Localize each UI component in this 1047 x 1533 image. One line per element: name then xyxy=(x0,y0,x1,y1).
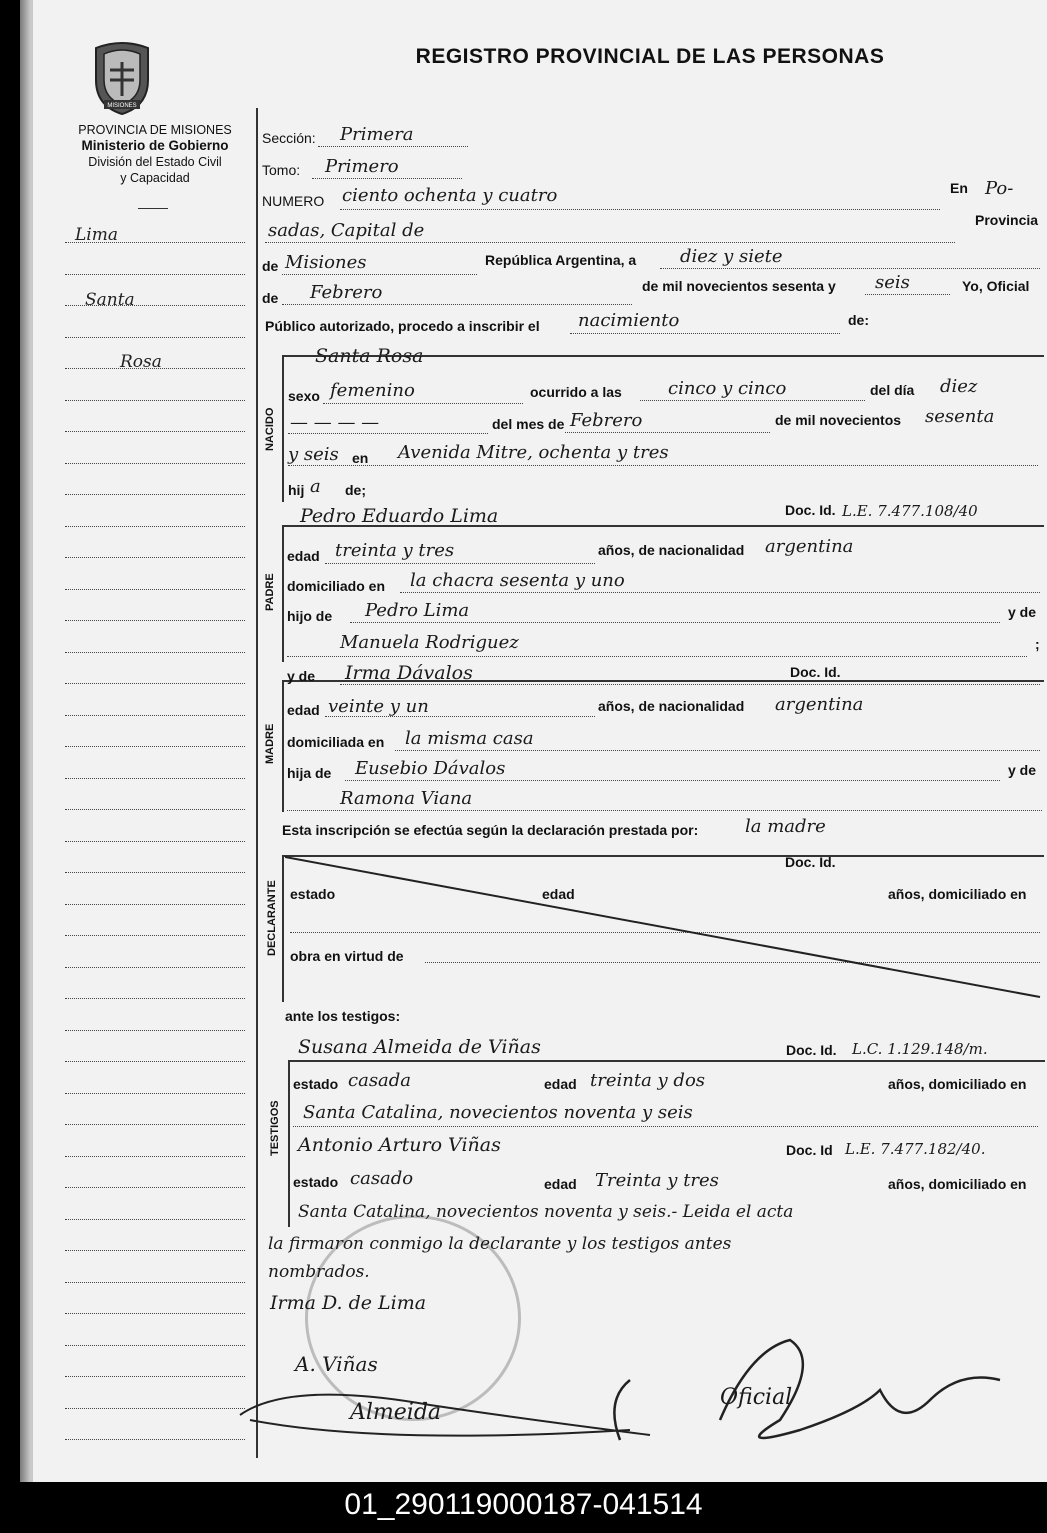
signature-official-text: Oficial xyxy=(720,1385,793,1410)
witness1-doc-label: Doc. Id. xyxy=(786,1042,837,1058)
sidebar-rule-line xyxy=(65,494,245,495)
mother-yde-label: y de xyxy=(1008,762,1037,778)
act-value: nacimiento xyxy=(578,310,680,331)
lugar-line xyxy=(288,465,1038,466)
hij-label: hij xyxy=(288,482,305,498)
coat-of-arms-emblem xyxy=(86,40,158,116)
declarante-strikethrough xyxy=(285,855,1045,1000)
witness2-edad-value: Treinta y tres xyxy=(595,1170,719,1191)
tomo-value: Primero xyxy=(325,156,399,177)
father-hijo-label: hijo de xyxy=(287,608,333,624)
witness1-edad-value: treinta y dos xyxy=(590,1070,706,1091)
place-line xyxy=(265,242,955,243)
mother-name: Irma Dávalos xyxy=(345,662,473,684)
provincia-label: Provincia xyxy=(975,212,1039,228)
lugar-value: Avenida Mitre, ochenta y tres xyxy=(398,442,669,463)
act-line xyxy=(570,333,840,334)
mother-edad-label: edad xyxy=(287,702,320,718)
year-value: seis xyxy=(875,272,910,293)
mother-dom-label: domiciliada en xyxy=(287,734,385,750)
ministry-heading xyxy=(55,122,255,186)
sidebar-rule-line xyxy=(65,1061,245,1062)
padre-section-label: PADRE xyxy=(264,573,276,611)
sidebar-rule-line xyxy=(65,1250,245,1251)
witness1-estado-value: casada xyxy=(348,1070,412,1091)
division-label: División del Estado Civil xyxy=(88,155,222,169)
testigos-section-label: TESTIGOS xyxy=(269,1100,281,1156)
seccion-label: Sección: xyxy=(262,130,316,146)
sidebar-rule-line xyxy=(65,589,245,590)
del-dia-label: del día xyxy=(870,382,915,398)
province-line xyxy=(282,274,477,275)
mother-father-value: Eusebio Dávalos xyxy=(355,758,506,779)
mother-dom-value: la misma casa xyxy=(405,728,534,749)
witness1-estado-label: estado xyxy=(293,1076,339,1092)
witness2-dom-value: Santa Catalina, novecientos noventa y seis.- Leida el acta xyxy=(298,1202,794,1222)
sidebar-rule-line xyxy=(65,872,245,873)
sidebar-rule-line xyxy=(65,715,245,716)
mes-value: Febrero xyxy=(570,410,643,431)
declarante-section-label: DECLARANTE xyxy=(266,880,278,956)
witness2-name: Antonio Arturo Viñas xyxy=(298,1134,501,1156)
sidebar-rule-line xyxy=(65,809,245,810)
signature-declarante: Irma D. de Lima xyxy=(270,1292,427,1314)
witness1-name: Susana Almeida de Viñas xyxy=(298,1036,541,1058)
sidebar-rule-line xyxy=(65,1439,245,1440)
blank-dashes: — — — — xyxy=(290,412,380,433)
witness1-doc-value: L.C. 1.129.148/m. xyxy=(852,1040,988,1058)
father-yde-label: y de xyxy=(1008,604,1037,620)
hij-value: a xyxy=(310,476,321,497)
blank-line xyxy=(288,433,488,434)
image-code: 01_290119000187-041514 xyxy=(344,1488,703,1521)
mother-doc-label: Doc. Id. xyxy=(790,664,841,680)
father-nacionalidad-value: argentina xyxy=(765,536,854,557)
mother-father-line xyxy=(345,780,1000,781)
numero-value: ciento ochenta y cuatro xyxy=(342,185,558,206)
ante-testigos-label: ante los testigos: xyxy=(285,1008,401,1024)
oficial-label: Yo, Oficial xyxy=(962,278,1030,294)
sidebar-rule-line xyxy=(65,904,245,905)
de-semicolon: de; xyxy=(345,482,366,498)
father-anios-label: años, de nacionalidad xyxy=(598,542,745,558)
mother-edad-line xyxy=(325,716,595,717)
signature-official xyxy=(600,1310,1020,1460)
sidebar-rule-line xyxy=(65,746,245,747)
mother-hija-label: hija de xyxy=(287,765,332,781)
father-doc-label: Doc. Id. xyxy=(785,502,836,518)
sidebar-surname: Lima xyxy=(75,225,118,245)
sidebar-rule-line xyxy=(65,557,245,558)
sidebar-rule-line xyxy=(65,1156,245,1157)
document-title: REGISTRO PROVINCIAL DE LAS PERSONAS xyxy=(415,45,885,68)
en-label-2: en xyxy=(352,450,369,466)
sexo-line xyxy=(323,403,523,404)
nacido-section-label: NACIDO xyxy=(264,407,276,451)
mil-label: de mil novecientos xyxy=(775,412,902,428)
nacido-top xyxy=(282,355,1042,356)
seccion-line xyxy=(318,146,468,147)
sidebar-rule-line xyxy=(65,463,245,464)
sexo-label: sexo xyxy=(288,388,320,404)
de-label: de xyxy=(262,258,279,274)
year-line xyxy=(865,294,950,295)
anio-value-2: y seis xyxy=(288,444,339,465)
declaracion-label: Esta inscripción se efectúa según la declaración prestada por: xyxy=(282,822,699,838)
mother-name-line xyxy=(340,684,1040,685)
sidebar-rule-line xyxy=(65,337,245,338)
seccion-value: Primera xyxy=(340,124,414,145)
father-doc-value: L.E. 7.477.108/40 xyxy=(842,502,978,520)
sidebar-rule-line xyxy=(65,935,245,936)
witness2-doc-value: L.E. 7.477.182/40. xyxy=(845,1140,986,1158)
sidebar-rule-line xyxy=(65,967,245,968)
sexo-value: femenino xyxy=(330,380,415,401)
mother-dom-line xyxy=(395,750,1040,751)
declarante-edad-label: edad xyxy=(542,886,575,902)
mes-line xyxy=(565,432,770,433)
closing-line-1: la firmaron conmigo la declarante y los testigos antes xyxy=(268,1234,732,1254)
father-dom-line xyxy=(400,592,1040,593)
signature-witness-2: A. Viñas xyxy=(295,1352,378,1376)
signature-witness-1-flourish xyxy=(230,1375,660,1455)
child-name: Santa Rosa xyxy=(315,345,424,367)
father-mother-value: Manuela Rodriguez xyxy=(340,632,519,653)
witness1-dom-line xyxy=(293,1126,1038,1127)
emblem-label: MISIONES xyxy=(107,103,137,109)
de-label-2: de xyxy=(262,290,279,306)
father-father-value: Pedro Lima xyxy=(365,600,470,621)
witness2-doc-label: Doc. Id xyxy=(786,1142,833,1158)
numero-label: NUMERO xyxy=(262,193,325,209)
witness2-edad-label: edad xyxy=(544,1176,577,1192)
day-line xyxy=(660,268,1040,269)
sidebar-rule-line xyxy=(65,1345,245,1346)
tomo-label: Tomo: xyxy=(262,162,301,178)
sidebar-rule-line xyxy=(65,400,245,401)
ocurrido-label: ocurrido a las xyxy=(530,384,622,400)
year-label: de mil novecientos sesenta y xyxy=(642,278,836,294)
witness1-anios-label: años, domiciliado en xyxy=(888,1076,1027,1092)
father-father-line xyxy=(350,622,1000,623)
father-edad-value: treinta y tres xyxy=(335,540,455,561)
divider xyxy=(138,208,168,209)
mother-edad-value: veinte y un xyxy=(328,696,429,717)
signature-witness-1: Almeida xyxy=(350,1400,442,1425)
province-value: Misiones xyxy=(285,252,367,273)
en-value: Po- xyxy=(985,178,1014,199)
sidebar-rule-line xyxy=(65,1093,245,1094)
father-dom-value: la chacra sesenta y uno xyxy=(410,570,625,591)
sidebar-rule-line xyxy=(65,1124,245,1125)
de-colon-label: de: xyxy=(848,312,869,328)
sidebar-rule-line xyxy=(65,526,245,527)
province-label: PROVINCIA DE MISIONES xyxy=(78,123,232,137)
madre-section-label: MADRE xyxy=(264,723,276,764)
en-label: En xyxy=(950,180,968,196)
witness2-estado-value: casado xyxy=(350,1168,414,1189)
father-name: Pedro Eduardo Lima xyxy=(300,505,499,527)
hora-value: cinco y cinco xyxy=(668,378,787,399)
del-mes-label: del mes de xyxy=(492,416,565,432)
nacido-bracket xyxy=(282,355,1044,502)
capacity-label: y Capacidad xyxy=(120,171,190,185)
sidebar-rule-line xyxy=(65,620,245,621)
hora-line xyxy=(640,400,865,401)
sidebar-rule-line xyxy=(65,1313,245,1314)
place-value: sadas, Capital de xyxy=(268,220,425,241)
closing-line-2: nombrados. xyxy=(268,1262,370,1282)
month-value: Febrero xyxy=(310,282,383,303)
witness2-anios-label: años, domiciliado en xyxy=(888,1176,1027,1192)
dia-value: diez xyxy=(940,376,978,397)
declarante-doc-label: Doc. Id. xyxy=(785,854,836,870)
witness1-edad-label: edad xyxy=(544,1076,577,1092)
sidebar-rule-line xyxy=(65,998,245,999)
sidebar-rule-line xyxy=(65,778,245,779)
declaracion-value: la madre xyxy=(745,816,826,837)
sidebar-rule-line xyxy=(65,1187,245,1188)
mother-yde-label: y de xyxy=(287,668,316,684)
mother-mother-value: Ramona Viana xyxy=(340,788,473,809)
sidebar-name-2: Rosa xyxy=(120,352,162,372)
father-semicolon: ; xyxy=(1035,636,1040,652)
sidebar-rule-line xyxy=(65,1282,245,1283)
month-line xyxy=(282,304,632,305)
margin-line xyxy=(256,108,258,1458)
sidebar-rule-line xyxy=(65,841,245,842)
sidebar-rule-line xyxy=(65,1408,245,1409)
declarante-anios-label: años, domiciliado en xyxy=(888,886,1027,902)
sidebar-rule-line xyxy=(65,1376,245,1377)
mother-nacionalidad-value: argentina xyxy=(775,694,864,715)
ministry-label: Ministerio de Gobierno xyxy=(81,138,229,153)
republica-label: República Argentina, a xyxy=(485,252,637,268)
sidebar-rule-line xyxy=(65,683,245,684)
father-edad-line xyxy=(325,563,595,564)
tomo-line xyxy=(312,178,462,179)
anio-value-1: sesenta xyxy=(925,406,995,427)
mother-mother-line xyxy=(287,810,1042,811)
witness2-estado-label: estado xyxy=(293,1174,339,1190)
witness1-dom-value: Santa Catalina, novecientos noventa y seis xyxy=(303,1102,693,1123)
sidebar-rule-line xyxy=(65,1030,245,1031)
declarante-obra-label: obra en virtud de xyxy=(290,948,404,964)
sidebar-rule-line xyxy=(65,274,245,275)
mother-anios-label: años, de nacionalidad xyxy=(598,698,745,714)
declarante-estado-label: estado xyxy=(290,886,336,902)
sidebar-rule-line xyxy=(65,1219,245,1220)
numero-line xyxy=(340,209,940,210)
day-value: diez y siete xyxy=(680,246,783,267)
sidebar-rule-line xyxy=(65,431,245,432)
sidebar-name-1: Santa xyxy=(85,290,135,310)
father-dom-label: domiciliado en xyxy=(287,578,386,594)
publico-label: Público autorizado, procedo a inscribir el xyxy=(265,318,540,334)
sidebar-rule-line xyxy=(65,652,245,653)
father-mother-line xyxy=(287,656,1027,657)
father-edad-label: edad xyxy=(287,548,320,564)
